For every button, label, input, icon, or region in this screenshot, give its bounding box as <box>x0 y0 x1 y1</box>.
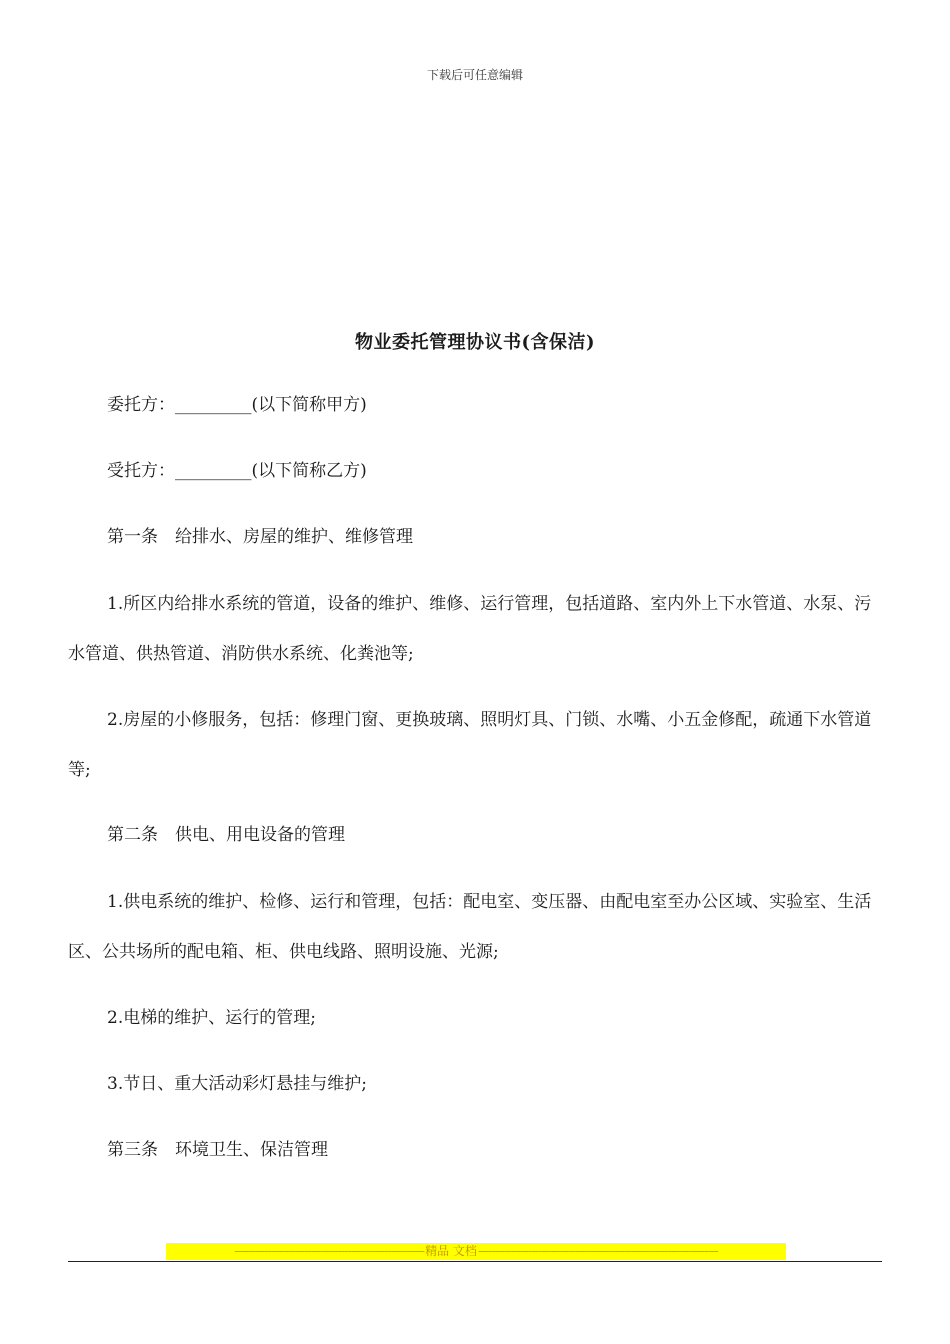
paragraph-client: 委托方：_________(以下简称甲方) <box>107 395 367 415</box>
article-2-item-3: 3.节日、重大活动彩灯悬挂与维护; <box>107 1074 367 1094</box>
document-title: 物业委托管理协议书(含保洁) <box>354 332 596 353</box>
article-2-heading: 第二条 供电、用电设备的管理 <box>107 825 345 845</box>
article-2-item-1: 1.供电系统的维护、检修、运行和管理，包括：配电室、变压器、由配电室至办公区域、实验室、生活区、公共场所的配电箱、柜、供电线路、照明设施、光源; <box>68 892 872 962</box>
footer-right-dashes: ------------------------------------------------------------------------ <box>477 1244 718 1258</box>
header-note: 下载后可任意编辑 <box>426 68 523 82</box>
article-1-item-1: 1.所区内给排水系统的管道，设备的维护、维修、运行管理，包括道路、室内外上下水管道、水泵、污水管道、供热管道、消防供水系统、化粪池等; <box>68 594 872 664</box>
footer-highlight-band <box>166 1243 786 1260</box>
footer-rule <box>68 1261 882 1262</box>
article-3-heading: 第三条 环境卫生、保洁管理 <box>107 1140 328 1160</box>
footer-left-dashes: --------------------------------------------------------- <box>234 1244 425 1258</box>
article-1-item-2: 2.房屋的小修服务，包括：修理门窗、更换玻璃、照明灯具、门锁、水嘴、小五金修配，疏通下水管道等; <box>68 710 872 780</box>
footer-label: 精品 文档 <box>425 1244 477 1258</box>
article-1-heading: 第一条 给排水、房屋的维护、维修管理 <box>107 527 413 547</box>
paragraph-contractor: 受托方：_________(以下简称乙方) <box>107 461 367 481</box>
article-2-item-2: 2.电梯的维护、运行的管理; <box>107 1008 316 1028</box>
